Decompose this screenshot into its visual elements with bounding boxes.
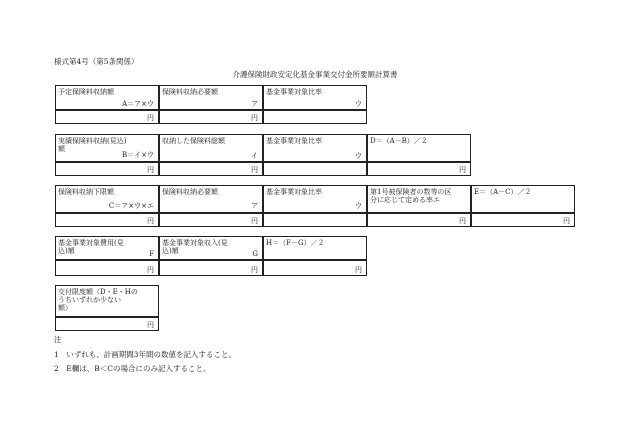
note-item: 2 E欄は、B＜Cの場合にのみ記入すること。 bbox=[54, 364, 211, 374]
unit-label: 円 bbox=[563, 216, 570, 225]
table1-cell-c bbox=[263, 85, 367, 110]
table2-a-code: B＝イ×ウ bbox=[121, 150, 154, 159]
table3-value-d[interactable] bbox=[367, 213, 471, 227]
table2-c-caption: 基金事業対象比率 bbox=[266, 137, 322, 145]
table3-d-caption: 第1号被保険者の数等の区 分に応じて定める率エ bbox=[370, 188, 452, 205]
table2-cell-c bbox=[263, 134, 367, 162]
table1-a-caption: 予定保険料収納額 bbox=[58, 88, 114, 96]
table3-cell-e bbox=[471, 185, 575, 213]
table3-b-caption: 保険料収納必要額 bbox=[162, 188, 218, 196]
unit-label: 円 bbox=[355, 265, 362, 274]
table4-c-caption: H＝（F－G）／２ bbox=[266, 239, 325, 247]
unit-label: 円 bbox=[251, 165, 258, 174]
unit-label: 円 bbox=[251, 265, 258, 274]
table2-cell-a bbox=[55, 134, 159, 162]
unit-label: 円 bbox=[251, 113, 258, 122]
table3-cell-d bbox=[367, 185, 471, 213]
unit-label: 円 bbox=[147, 113, 154, 122]
table2-cell-b bbox=[159, 134, 263, 162]
table3-value-c[interactable] bbox=[263, 213, 367, 227]
table3-a-code: C＝ア×ウ×エ bbox=[108, 201, 154, 210]
table1-cell-a bbox=[55, 85, 159, 110]
table3-b-code: ア bbox=[251, 201, 258, 210]
notes-section bbox=[54, 336, 236, 380]
table3-cell-b bbox=[159, 185, 263, 213]
table3-a-caption: 保険料収納下限額 bbox=[58, 188, 114, 196]
table1-c-code: ウ bbox=[355, 99, 362, 108]
table1-value-b[interactable] bbox=[159, 110, 263, 124]
unit-label: 円 bbox=[459, 165, 466, 174]
table2-value-a[interactable] bbox=[55, 162, 159, 176]
table3-cell-c bbox=[263, 185, 367, 213]
table2-b-code: イ bbox=[251, 151, 258, 160]
table1-a-code: A＝ア×ウ bbox=[122, 99, 154, 108]
table4-b-code: G bbox=[252, 249, 258, 258]
table1-b-code: ア bbox=[251, 99, 258, 108]
table4-value-a[interactable] bbox=[55, 260, 159, 276]
table3-cell-a bbox=[55, 185, 159, 213]
table3-c-caption: 基金事業対象比率 bbox=[266, 188, 322, 196]
table4-a-code: F bbox=[149, 249, 154, 258]
unit-label: 円 bbox=[459, 216, 466, 225]
table2-b-caption: 収納した保険料総額 bbox=[162, 137, 225, 145]
table1-c-caption: 基金事業対象比率 bbox=[266, 88, 322, 96]
table2-c-code: ウ bbox=[355, 151, 362, 160]
unit-label: 円 bbox=[147, 216, 154, 225]
table5-cell-a bbox=[55, 285, 159, 317]
document-title: 介護保険財政安定化基金事業交付金所要額計算書 bbox=[232, 70, 398, 79]
table2-cell-d bbox=[367, 134, 471, 162]
table1-b-caption: 保険料収納必要額 bbox=[162, 88, 218, 96]
unit-label: 円 bbox=[147, 165, 154, 174]
form-number: 様式第4号（第5条関係） bbox=[54, 57, 139, 66]
table4-cell-b bbox=[159, 236, 263, 260]
table2-value-c[interactable] bbox=[263, 162, 367, 176]
table2-value-d[interactable] bbox=[367, 162, 471, 176]
table4-value-b[interactable] bbox=[159, 260, 263, 276]
table4-b-caption: 基金事業対象収入(見 込)額 bbox=[162, 239, 228, 256]
table2-a-caption: 実績保険料収納(見込) 額 bbox=[58, 137, 127, 154]
unit-label: 円 bbox=[147, 265, 154, 274]
table2-value-b[interactable] bbox=[159, 162, 263, 176]
table3-value-a[interactable] bbox=[55, 213, 159, 227]
table3-c-code: ウ bbox=[355, 201, 362, 210]
table3-value-b[interactable] bbox=[159, 213, 263, 227]
note-item: 1 いずれも、計画期間3年間の数値を記入すること。 bbox=[54, 349, 237, 359]
unit-label: 円 bbox=[251, 216, 258, 225]
table4-a-caption: 基金事業対象費用(見 込)額 bbox=[58, 239, 124, 256]
table4-cell-a bbox=[55, 236, 159, 260]
table3-value-e[interactable] bbox=[471, 213, 575, 227]
table4-cell-c bbox=[263, 236, 367, 260]
table3-e-caption: E＝（A－C）／２ bbox=[474, 188, 532, 196]
table4-value-c[interactable] bbox=[263, 260, 367, 276]
table1-value-a[interactable] bbox=[55, 110, 159, 124]
table1-value-c[interactable] bbox=[263, 110, 367, 124]
table5-value-a[interactable] bbox=[55, 317, 159, 331]
table1-cell-b bbox=[159, 85, 263, 110]
table2-d-caption: D＝（A－B）／２ bbox=[370, 137, 428, 145]
table5-a-caption: 交付限度額（D・E・Hの うちいずれか少ない 額） bbox=[58, 288, 138, 313]
notes-heading: 注 bbox=[54, 335, 62, 344]
unit-label: 円 bbox=[147, 320, 154, 329]
